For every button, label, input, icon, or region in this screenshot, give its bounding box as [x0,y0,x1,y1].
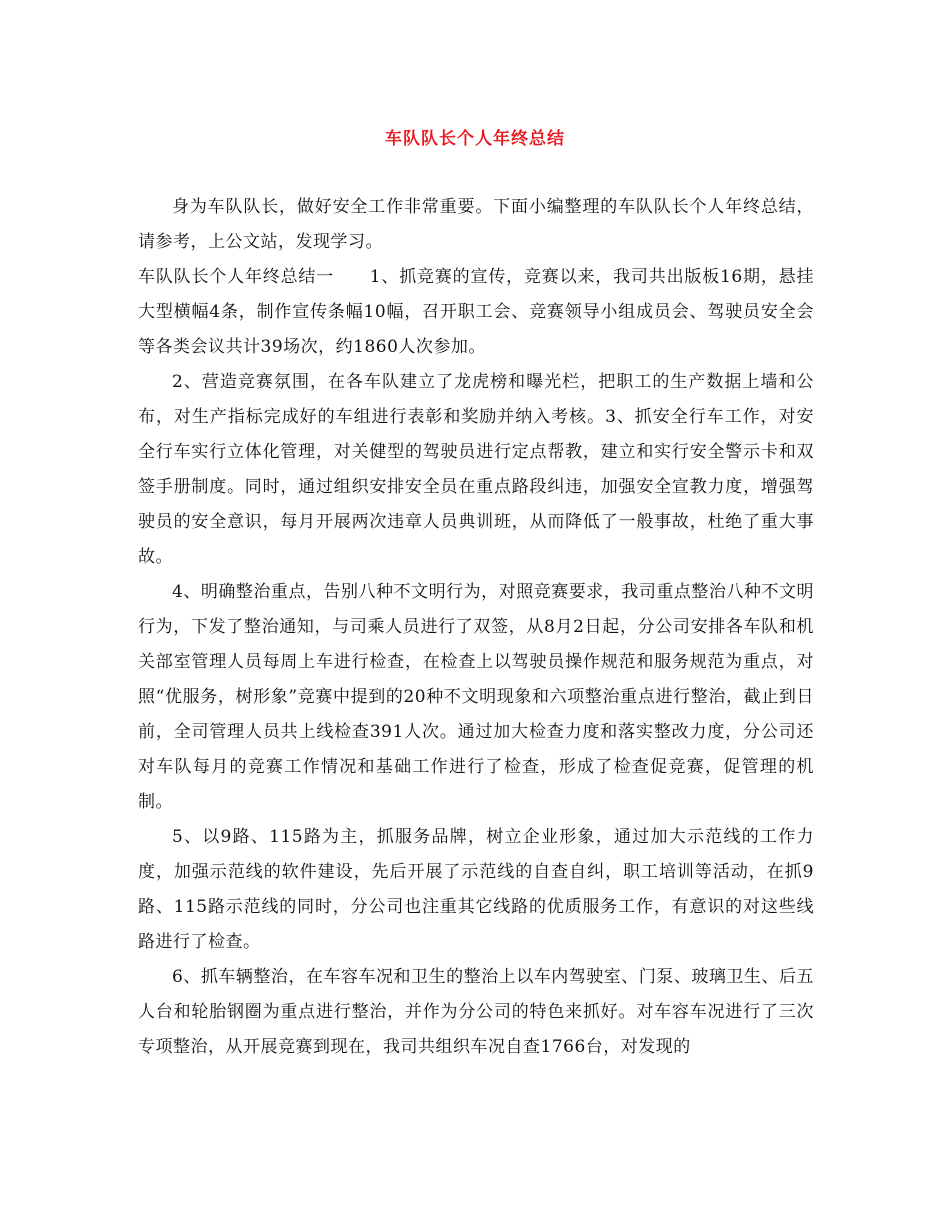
paragraph-section-2-3: 2、营造竞赛氛围，在各车队建立了龙虎榜和曝光栏，把职工的生产数据上墙和公布，对生产指标完成好的车组进行表彰和奖励并纳入考核。3、抓安全行车工作，对安全行车实行立体化管理，对关健型的驾驶员进行定点帮教，建立和实行安全警示卡和双签手册制度。同时，通过组织安排安全员在重点路段纠违，加强安全宣教力度，增强驾驶员的安全意识，每月开展两次违章人员典训班，从而降低了一般事故，杜绝了重大事故。 [138,372,814,567]
paragraph-section-5: 5、以9路、115路为主，抓服务品牌，树立企业形象，通过加大示范线的工作力度，加强示范线的软件建设，先后开展了示范线的自查自纠，职工培训等活动，在抓9路、115路示范线的同时，分公司也注重其它线路的优质服务工作，有意识的对这些线路进行了检查。 [138,827,814,952]
page-title: 车队队长个人年终总结 [385,129,565,149]
paragraph-section-6: 6、抓车辆整治，在车容车况和卫生的整治上以车内驾驶室、门泵、玻璃卫生、后五人台和轮胎钢圈为重点进行整治，并作为分公司的特色来抓好。对车容车况进行了三次专项整治，从开展竞赛到现在，我司共组织车况自查1766台，对发现的 [138,967,814,1057]
paragraph-section-4: 4、明确整治重点，告别八种不文明行为，对照竞赛要求，我司重点整治八种不文明行为，下发了整治通知，与司乘人员进行了双签，从8月2日起，分公司安排各车队和机关部室管理人员每周上车进行检查，在检查上以驾驶员操作规范和服务规范为重点，对照“优服务，树形象”竞赛中提到的20种不文明现象和六项整治重点进行整治，截止到日前，全司管理人员共上线检查391人次。通过加大检查力度和落实整改力度，分公司还对车队每月的竞赛工作情况和基础工作进行了检查，形成了检查促竞赛，促管理的机制。 [138,582,814,812]
paragraph-section-1: 车队队长个人年终总结一 1、抓竞赛的宣传，竞赛以来，我司共出版板16期，悬挂大型横幅4条，制作宣传条幅10幅，召开职工会、竞赛领导小组成员会、驾驶员安全会等各类会议共计39场次，约1860人次参加。 [138,267,814,357]
paragraph-intro: 身为车队队长，做好安全工作非常重要。下面小编整理的车队队长个人年终总结，请参考，上公文站，发现学习。 [138,197,814,252]
document-body [138,190,814,1065]
